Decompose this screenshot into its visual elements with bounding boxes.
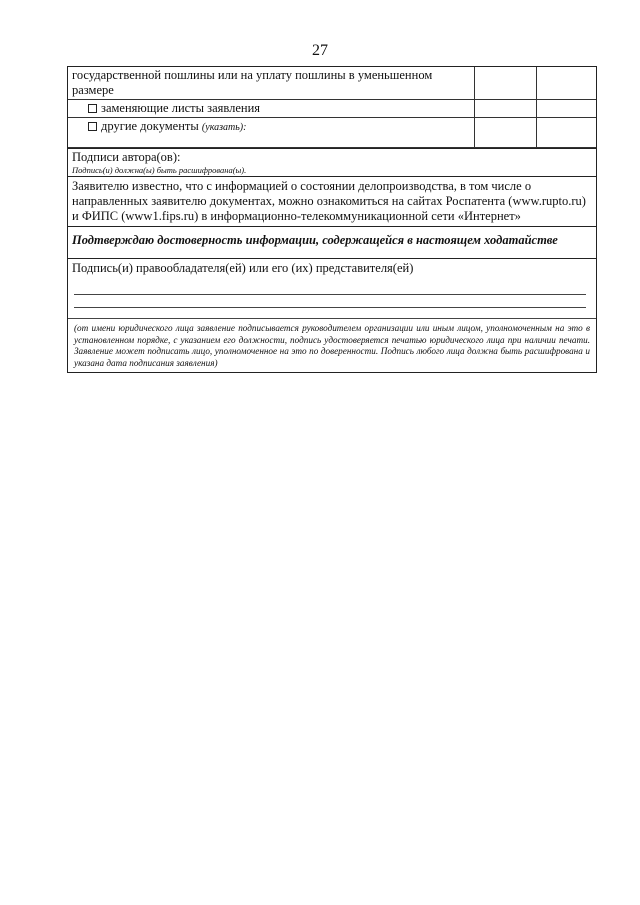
application-form: [67, 66, 597, 373]
other-documents-row: [68, 118, 474, 148]
holder-signature-label: Подпись(и) правообладателя(ей) или его (их) представителя(ей): [72, 261, 414, 275]
notice-section: [68, 177, 596, 227]
fee-row-copies-cell[interactable]: [474, 67, 536, 100]
fee-row-text: государственной пошлины или на уплату пошлины в уменьшенном размере: [68, 67, 474, 100]
other-documents-hint: (указать):: [201, 122, 247, 133]
page-number: 27: [312, 42, 328, 59]
signature-line[interactable]: [74, 282, 586, 295]
notice-text: Заявителю известно, что с информацией о состоянии делопроизводства, в том числе о направленных заявителю документах, можно ознакомиться на сайтах Роспатента (www.rupto.ru) и ФИПС (www1.fips.ru) в информационно-телекоммуникационной сети «Интернет»: [72, 179, 586, 223]
replacement-sheets-label: заменяющие листы заявления: [101, 101, 261, 115]
other-documents-sheets-cell[interactable]: [536, 118, 596, 148]
replacement-sheets-row: [68, 100, 474, 118]
confirmation-section: [68, 227, 596, 259]
holder-signature-footnote: (от имени юридического лица заявление подписывается руководителем организации или иным лицом, уполномоченным на это в установленном порядке, с указанием его должности, подпись удостоверяется печатью юридического лица при наличии печати. Заявление может подписать лицо, уполномоченное на это по доверенности. Подпись любого лица должна быть расшифрована и указана дата подписания заявления): [68, 318, 596, 372]
author-signatures-note: Подпись(и) должна(ы) быть расшифрована(ы).: [72, 165, 247, 175]
author-signatures-label: Подписи автора(ов):: [72, 150, 181, 164]
replacement-sheets-checkbox[interactable]: [88, 104, 97, 113]
confirmation-text: Подтверждаю достоверность информации, содержащейся в настоящем ходатайстве: [72, 233, 558, 247]
replacement-sheets-copies-cell[interactable]: [474, 100, 536, 118]
attachments-table: [68, 67, 596, 148]
other-documents-checkbox[interactable]: [88, 122, 97, 131]
holder-signature-section: [68, 259, 596, 308]
other-documents-copies-cell[interactable]: [474, 118, 536, 148]
signature-line[interactable]: [74, 295, 586, 308]
replacement-sheets-sheets-cell[interactable]: [536, 100, 596, 118]
fee-row-sheets-cell[interactable]: [536, 67, 596, 100]
author-signatures-section[interactable]: [68, 148, 596, 177]
other-documents-label: другие документы: [101, 119, 199, 133]
